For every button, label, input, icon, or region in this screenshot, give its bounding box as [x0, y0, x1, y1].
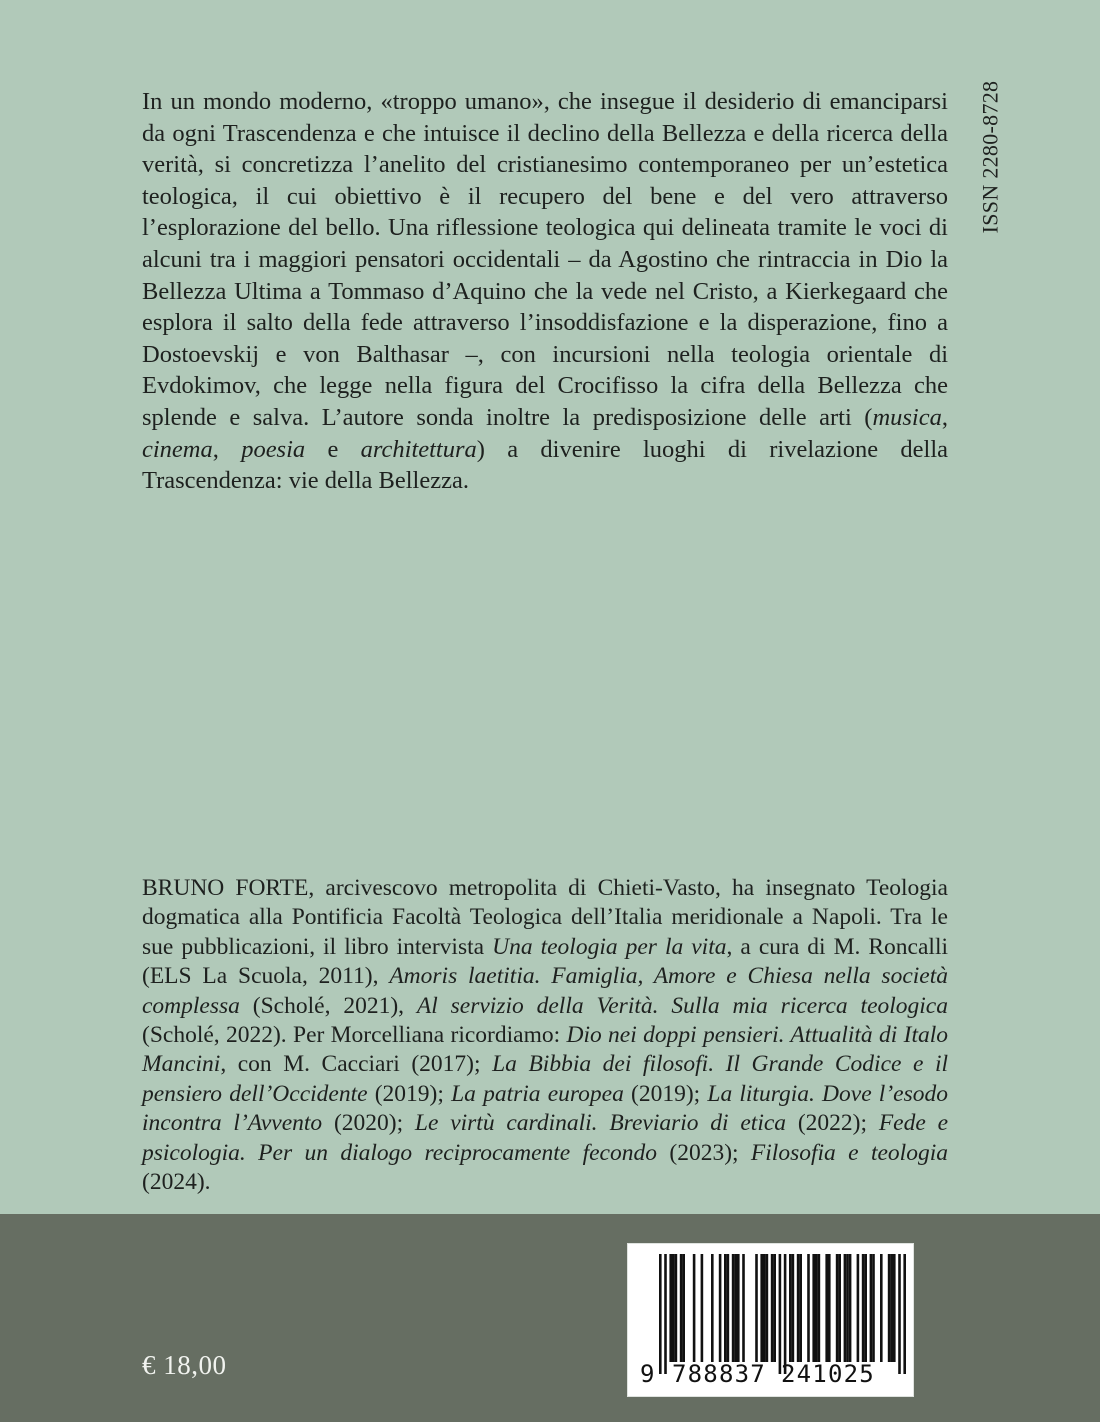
barcode-bar	[807, 1254, 810, 1362]
barcode-bar	[849, 1254, 852, 1362]
barcode-bar	[724, 1254, 727, 1362]
barcode-bar	[727, 1254, 730, 1362]
issn-label	[960, 44, 1020, 269]
italic-title-segment: musica	[872, 403, 942, 431]
barcode-guard-bar	[898, 1254, 901, 1374]
barcode-bar	[682, 1254, 685, 1362]
text-segment: e	[305, 435, 361, 463]
barcode-bar	[755, 1254, 758, 1362]
italic-title-segment: Filosofia e teologia	[750, 1139, 948, 1166]
barcode-bar	[789, 1254, 792, 1362]
bottom-band	[0, 1214, 1100, 1422]
barcode-bar	[828, 1254, 831, 1362]
author-bio-paragraph	[142, 874, 948, 1197]
text-segment: ,	[941, 403, 948, 431]
text-segment: (Scholé, 2022). Per Morcelliana ricordiamo:	[142, 1022, 567, 1049]
barcode-bar	[838, 1254, 841, 1362]
text-segment: (2019);	[367, 1080, 452, 1107]
barcode-bar	[880, 1254, 883, 1362]
barcode-bar	[890, 1254, 893, 1362]
barcode-bar	[742, 1254, 745, 1362]
barcode-bar	[812, 1254, 815, 1362]
italic-title-segment: Fede e psicologia. Per un dialogo reciprocamente fecondo	[142, 1110, 948, 1166]
barcode-bar	[836, 1254, 839, 1362]
barcode-bar	[675, 1254, 678, 1362]
barcode-bar	[734, 1254, 737, 1362]
barcode-bar	[760, 1254, 763, 1362]
italic-title-segment: cinema	[142, 435, 213, 463]
barcode-bar	[719, 1254, 722, 1362]
barcode-bar	[711, 1254, 714, 1362]
barcode-bar	[680, 1254, 683, 1362]
barcode-bar	[701, 1254, 704, 1362]
barcode-digit-group-1: 788837	[672, 1360, 766, 1388]
italic-title-segment: Al servizio della Verità. Sulla mia ricerca teologica	[416, 992, 948, 1019]
barcode-bar	[672, 1254, 675, 1362]
barcode-bar	[825, 1254, 828, 1362]
barcode-bar	[844, 1254, 847, 1362]
barcode-bar	[799, 1254, 802, 1362]
barcode-guard-bar	[659, 1254, 662, 1374]
italic-title-segment: Una teologia per la vita	[492, 933, 727, 960]
barcode-bar	[888, 1254, 891, 1362]
barcode-lead-digit: 9	[640, 1360, 655, 1388]
italic-title-segment: La liturgia. Dove l’esodo incontra l’Avvento	[142, 1080, 948, 1137]
text-segment: BRUNO FORTE, arcivescovo metropolita di Chieti-Vasto, ha insegnato Teologia dogmatica alla Pontificia Facoltà Teologica dell’Italia meridionale a Napoli. Tra le sue pubblicazioni, il libro intervista	[142, 875, 948, 960]
barcode-bar	[766, 1254, 769, 1362]
blurb-paragraph	[142, 86, 948, 497]
text-segment: , a cura di M. Roncalli (ELS La Scuola, 2011),	[142, 933, 948, 990]
barcode-bar	[818, 1254, 821, 1362]
barcode-bar	[737, 1254, 740, 1362]
italic-title-segment: architettura	[360, 435, 477, 463]
text-segment: (Scholé, 2021),	[239, 992, 417, 1019]
italic-title-segment: Le virtù cardinali. Breviario di etica	[414, 1110, 787, 1137]
barcode-bar	[773, 1254, 776, 1362]
text-segment: (2022);	[786, 1110, 879, 1137]
issn-text: ISSN 2280-8728	[977, 80, 1002, 233]
barcode-guard-bar	[779, 1254, 782, 1374]
barcode-bar	[870, 1254, 873, 1362]
barcode-bar	[732, 1254, 735, 1362]
italic-title-segment: poesia	[241, 435, 306, 463]
text-segment: (2019);	[623, 1080, 708, 1107]
barcode-bar	[771, 1254, 774, 1362]
barcode-bar	[862, 1254, 865, 1362]
barcode-bar	[864, 1254, 867, 1362]
barcode-bar	[669, 1254, 672, 1362]
italic-title-segment: La Bibbia dei filosofi. Il Grande Codice e il pensiero dell’Occidente	[142, 1051, 949, 1107]
barcode-guard-bar	[903, 1254, 906, 1374]
barcode-bar	[763, 1254, 766, 1362]
isbn-barcode	[627, 1243, 914, 1397]
price-label: € 18,00	[142, 1350, 227, 1380]
text-segment: , con M. Cacciari (2017);	[220, 1051, 493, 1078]
italic-title-segment: Dio nei doppi pensieri. Attualità di Italo Mancini	[142, 1022, 948, 1078]
barcode-bar	[693, 1254, 696, 1362]
author-bio	[142, 874, 948, 1197]
barcode-bar	[857, 1254, 860, 1362]
barcode-bar	[792, 1254, 795, 1362]
text-segment: ) a divenire luoghi di rivelazione della Trascendenza: vie della Bellezza.	[142, 435, 949, 495]
italic-title-segment: Amoris laetitia. Famiglia, Amore e Chiesa nella società complessa	[142, 963, 948, 1019]
barcode-bar	[893, 1254, 896, 1362]
text-segment: (2023);	[657, 1139, 751, 1166]
barcode-digit-group-2: 241025	[781, 1360, 875, 1388]
barcode-digits	[628, 1360, 915, 1394]
text-segment: (2020);	[322, 1110, 415, 1137]
barcode-bar	[797, 1254, 800, 1362]
barcode-bar	[846, 1254, 849, 1362]
barcode-bar	[815, 1254, 818, 1362]
barcode-guard-bar	[784, 1254, 787, 1374]
text-segment: In un mondo moderno, «troppo umano», che insegue il desiderio di emanciparsi da ogni Trascendenza e che intuisce il declino della Bellezza e della ricerca della verità, si concretizza l’anelito del cristianesimo contemporaneo per un’estetica teologica, il cui obiettivo è il recupero del bene e del vero attraverso l’esplorazione del bello. Una riflessione teologica qui delineata tramite le voci di alcuni tra i maggiori pensatori occidentali – da Agostino che rintraccia in Dio la Bellezza Ultima a Tommaso d’Aquino che la vede nel Cristo, a Kierkegaard che esplora il salto della fede attraverso l’insoddisfazione e la disperazione, fino a Dostoevskij e von Balthasar –, con incursioni nella teologia orientale di Evdokimov, che legge nella figura del Crocifisso la cifra della Bellezza che splende e salva. L’autore sonda inoltre la predisposizione delle arti (	[142, 88, 948, 431]
text-segment: ,	[212, 435, 242, 463]
italic-title-segment: La patria europea	[451, 1080, 624, 1107]
blurb-text	[142, 86, 948, 497]
barcode-guard-bar	[664, 1254, 667, 1374]
text-segment: (2024).	[142, 1169, 211, 1196]
barcode-bar	[872, 1254, 875, 1362]
